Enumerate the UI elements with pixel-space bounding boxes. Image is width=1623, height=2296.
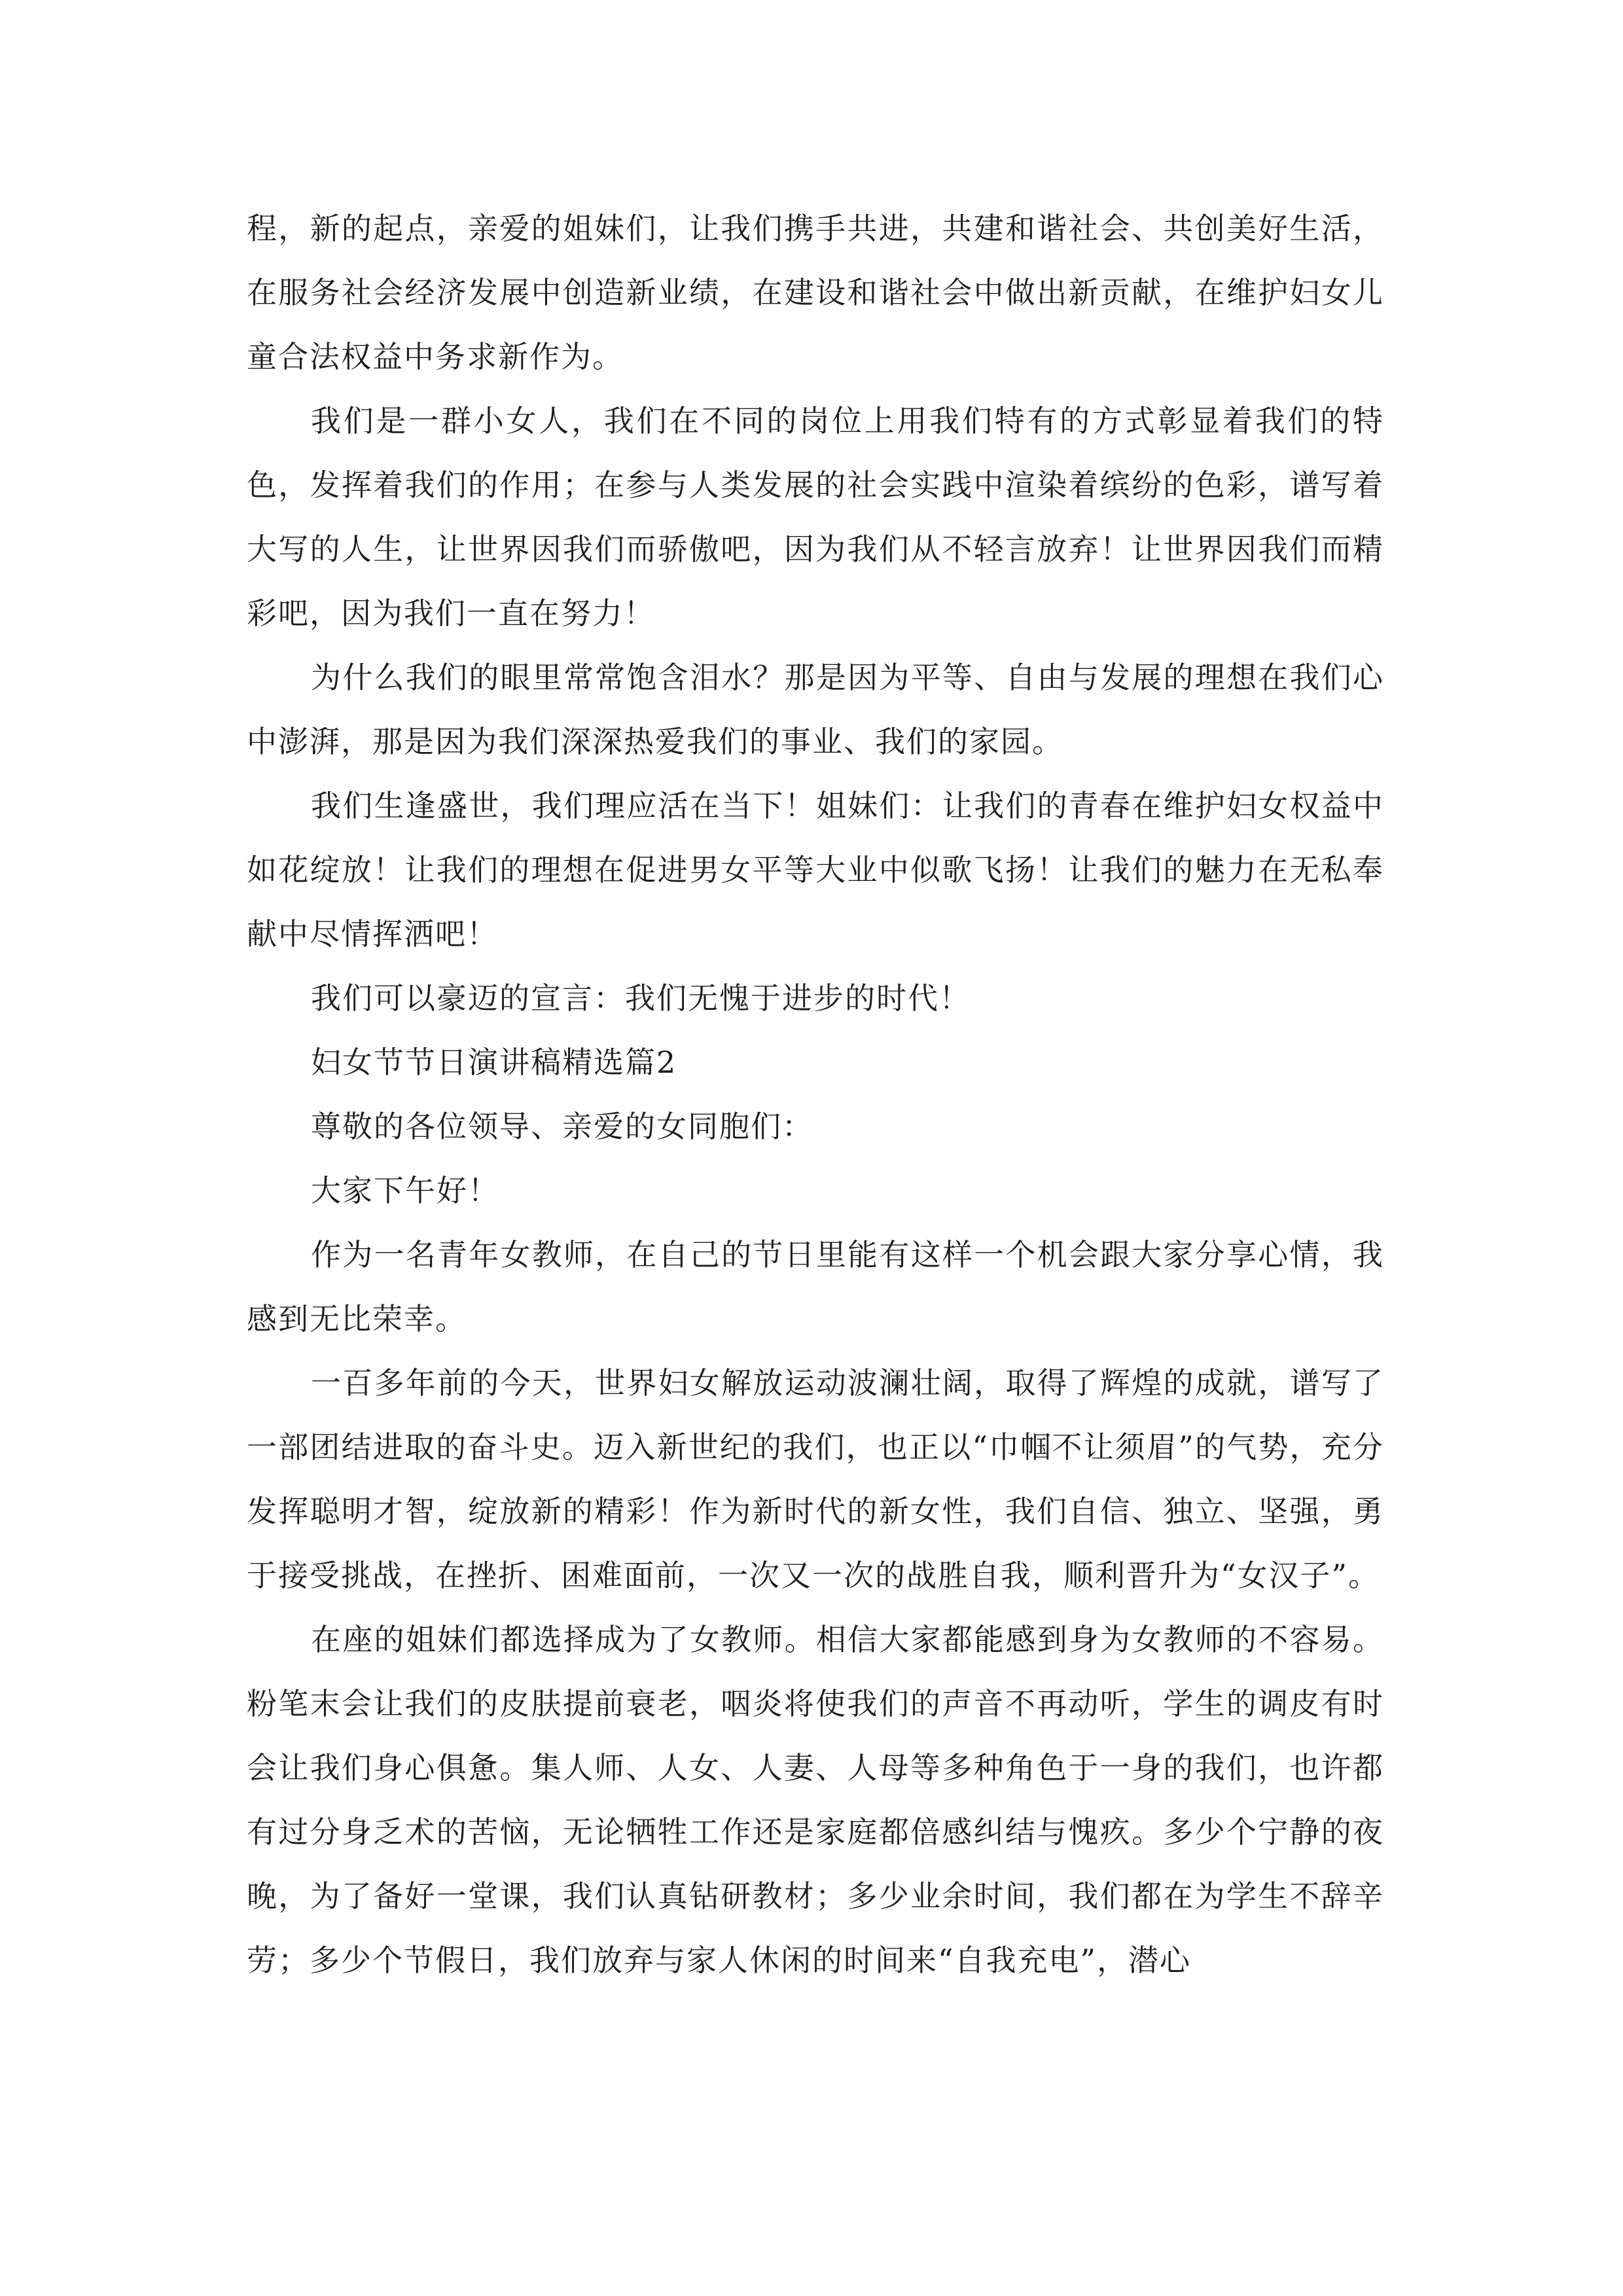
document-body <box>247 196 1384 1992</box>
paragraph-intro: 作为一名青年女教师，在自己的节日里能有这样一个机会跟大家分享心情，我感到无比荣幸。 <box>247 1237 1384 1336</box>
paragraph-little-women: 我们是一群小女人，我们在不同的岗位上用我们特有的方式彰显着我们的特色，发挥着我们的作用；在参与人类发展的社会实践中渲染着缤纷的色彩，谱写着大写的人生，让世界因我们而骄傲吧，因为我们从不轻言放弃！让世界因我们而精彩吧，因为我们一直在努力！ <box>247 403 1384 631</box>
greeting: 大家下午好！ <box>311 1173 499 1208</box>
section-heading: 妇女节节日演讲稿精选篇2 <box>311 1045 677 1080</box>
salutation: 尊敬的各位领导、亲爱的女同胞们： <box>311 1109 813 1144</box>
paragraph-live-now: 我们生逢盛世，我们理应活在当下！姐妹们：让我们的青春在维护妇女权益中如花绽放！让我们的理想在促进男女平等大业中似歌飞扬！让我们的魅力在无私奉献中尽情挥洒吧！ <box>247 788 1384 952</box>
paragraph-tears: 为什么我们的眼里常常饱含泪水？那是因为平等、自由与发展的理想在我们心中澎湃，那是因为我们深深热爱我们的事业、我们的家园。 <box>247 660 1384 759</box>
paragraph-teachers: 在座的姐妹们都选择成为了女教师。相信大家都能感到身为女教师的不容易。粉笔末会让我们的皮肤提前衰老，咽炎将使我们的声音不再动听，学生的调皮有时会让我们身心俱惫。集人师、人女、人妻、人母等多种角色于一身的我们，也许都有过分身乏术的苦恼，无论牺牲工作还是家庭都倍感纠结与愧疚。多少个宁静的夜晚，为了备好一堂课，我们认真钻研教材；多少业余时间，我们都在为学生不辞辛劳；多少个节假日，我们放弃与家人休闲的时间来“自我充电”，潜心 <box>247 1622 1384 1978</box>
paragraph-declaration: 我们可以豪迈的宣言：我们无愧于进步的时代！ <box>311 980 971 1016</box>
paragraph-history: 一百多年前的今天，世界妇女解放运动波澜壮阔，取得了辉煌的成就，谱写了一部团结进取的奋斗史。迈入新世纪的我们，也正以“巾帼不让须眉”的气势，充分发挥聪明才智，绽放新的精彩！作为新时代的新女性，我们自信、独立、坚强，勇于接受挑战，在挫折、困难面前，一次又一次的战胜自我，顺利晋升为“女汉子”。 <box>247 1365 1384 1593</box>
paragraph-continuation: 程，新的起点，亲爱的姐妹们，让我们携手共进，共建和谐社会、共创美好生活，在服务社会经济发展中创造新业绩，在建设和谐社会中做出新贡献，在维护妇女儿童合法权益中务求新作为。 <box>247 211 1384 374</box>
